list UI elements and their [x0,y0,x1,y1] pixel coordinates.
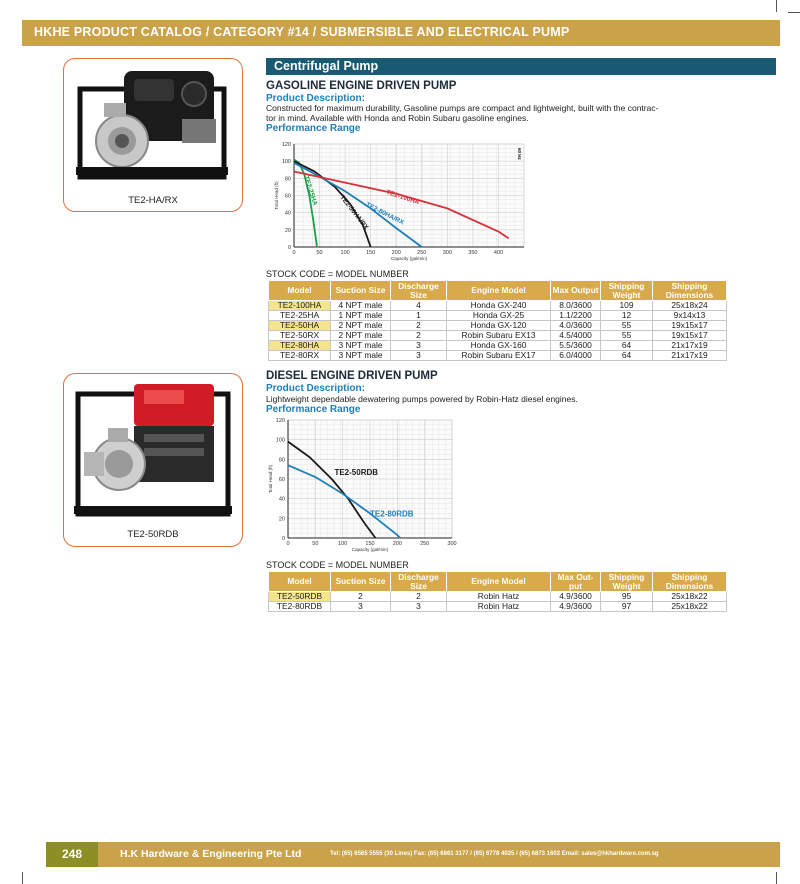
model-cell: TE2-50HA [269,321,331,331]
model-cell: TE2-80HA [269,341,331,351]
x-tick-label: 0 [292,250,296,256]
y-tick-label: 0 [281,536,285,542]
model-cell: TE2-80RX [269,351,331,361]
table-cell: Robin Subaru EX13 [447,331,551,341]
y-tick-label: 60 [284,193,291,200]
x-tick-label: 350 [468,250,478,256]
crop-mark [22,872,23,884]
gasoline-desc [266,103,776,123]
table-row [269,592,727,602]
desc-line: Constructed for maximum durability, Gasoline pumps are compact and lightweight, built with the contrac- [266,103,659,113]
table-cell: 4 NPT male [331,301,391,311]
column-header: Max Out- put [551,572,601,592]
series-label: TE2-80HA/RX [364,201,405,227]
y-tick-label: 80 [284,176,291,183]
table-row [269,331,727,341]
table-cell: 95 [601,592,653,602]
table-cell: 64 [601,341,653,351]
gasoline-perf-heading: Performance Range [266,123,361,134]
table-cell: 1.1/2200 [551,311,601,321]
table-cell: 25x18x22 [653,602,727,612]
crop-mark [788,12,800,13]
y-tick-label: 120 [281,142,291,148]
table-cell: 3 [331,602,391,612]
page-title: HKHE PRODUCT CATALOG / CATEGORY #14 / SUBMERSIBLE AND ELECTRICAL PUMP [34,25,570,39]
header-banner [22,20,780,46]
x-tick-label: 50 [312,541,319,547]
x-tick-label: 150 [365,541,375,547]
column-header: Engine Model [447,281,551,301]
x-tick-label: 200 [391,250,401,256]
table-row [269,301,727,311]
crop-mark [776,872,777,884]
x-tick-label: 100 [338,541,348,547]
contact-info: Tel: (65) 6565 5555 (30 Lines) Fax: (65) 6861 3177 / (65) 6778 4025 / (65) 6873 1602 Email: sales@hkhardware.com.sg [330,851,659,857]
column-header: Shipping Dimensions [653,281,727,301]
photo-caption: TE2-HA/RX [128,195,178,206]
y-tick-label: 60 [278,477,285,483]
model-cell: TE2-25HA [269,311,331,321]
diesel-desc [266,394,776,404]
gasoline-spec-table [268,280,727,361]
y-tick-label: 20 [284,227,291,234]
table-cell: 21x17x19 [653,351,727,361]
x-tick-label: 0 [286,541,290,547]
table-row [269,351,727,361]
table-header-row [269,281,727,301]
table-cell: 8.0/3600 [551,301,601,311]
table-cell: 2 [391,331,447,341]
product-photo-diesel [63,373,243,547]
diesel-spec-table [268,571,727,612]
y-tick-label: 120 [275,418,285,424]
column-header: Engine Model [447,572,551,592]
x-tick-label: 300 [442,250,452,256]
crop-mark [776,0,777,12]
gasoline-stock-code: STOCK CODE = MODEL NUMBER [266,269,409,279]
model-cell: TE2-100HA [269,301,331,311]
x-tick-label: 250 [420,541,430,547]
table-cell: 4.9/3600 [551,602,601,612]
table-cell: 12 [601,311,653,321]
table-cell: 3 [391,341,447,351]
table-cell: 19x15x17 [653,331,727,341]
column-header: Model [269,572,331,592]
y-tick-label: 100 [281,159,291,166]
table-cell: 2 NPT male [331,331,391,341]
column-header: Model [269,281,331,301]
diesel-title: DIESEL ENGINE DRIVEN PUMP [266,370,438,382]
table-cell: 3 NPT male [331,351,391,361]
table-cell: Honda GX-240 [447,301,551,311]
table-cell: 2 [331,592,391,602]
table-row [269,311,727,321]
table-cell: Robin Subaru EX17 [447,351,551,361]
diesel-perf-heading: Performance Range [266,404,361,415]
table-cell: 25x18x24 [653,301,727,311]
y-tick-label: 20 [278,516,285,523]
x-axis-label: Capacity (gal/min) [390,256,428,261]
table-cell: 64 [601,351,653,361]
table-header-row [269,572,727,592]
table-cell: 55 [601,331,653,341]
gasoline-desc-heading: Product Description: [266,93,365,104]
series-label: TE2-100HA [385,189,421,207]
y-axis-label: Total Head (ft) [274,181,279,210]
table-cell: Robin Hatz [447,592,551,602]
desc-line: tor in mind. Available with Honda and Robin Subaru gasoline engines. [266,113,529,123]
product-photo-gasoline [63,58,243,212]
y-axis-label: Total Head (ft) [268,464,273,494]
x-tick-label: 300 [447,541,457,547]
table-cell: Honda GX-120 [447,321,551,331]
table-cell: 4 [391,301,447,311]
x-tick-label: 250 [417,250,427,256]
table-cell: 2 [391,592,447,602]
model-cell: TE2-50RX [269,331,331,341]
column-header: Shipping Weight [601,572,653,592]
page-footer [46,842,780,867]
table-cell: 109 [601,301,653,311]
table-cell: 2 [391,321,447,331]
y-tick-label: 40 [278,496,285,503]
table-cell: 9x14x13 [653,311,727,321]
y-tick-label: 100 [275,437,285,444]
page-number: 248 [46,842,98,867]
table-cell: 21x17x19 [653,341,727,351]
section-header [266,58,776,75]
table-cell: 1 NPT male [331,311,391,321]
frequency-label: 60 Hz [517,148,522,160]
series-label: TE2-25HA [302,175,319,207]
column-header: Discharge Size [391,572,447,592]
table-cell: Robin Hatz [447,602,551,612]
table-cell: 3 NPT male [331,341,391,351]
section-title: Centrifugal Pump [274,59,379,73]
gasoline-performance-chart [268,138,530,268]
gasoline-title: GASOLINE ENGINE DRIVEN PUMP [266,80,457,92]
y-tick-label: 80 [278,457,285,464]
series-label: TE2-50HA/RX [338,194,370,232]
diesel-pump-image [64,374,242,519]
series-label: TE2-50RDB [334,468,379,478]
column-header: Shipping Dimensions [653,572,727,592]
table-cell: 2 NPT male [331,321,391,331]
y-tick-label: 40 [284,210,291,217]
column-header: Discharge Size [391,281,447,301]
x-tick-label: 150 [366,250,376,256]
table-cell: 3 [391,602,447,612]
table-row [269,602,727,612]
model-cell: TE2-80RDB [269,602,331,612]
table-cell: 4.9/3600 [551,592,601,602]
table-cell: Honda GX-160 [447,341,551,351]
column-header: Suction Size [331,572,391,592]
company-name: H.K Hardware & Engineering Pte Ltd [120,848,302,860]
column-header: Shipping Weight [601,281,653,301]
diesel-desc-heading: Product Description: [266,383,365,394]
table-cell: 1 [391,311,447,321]
table-cell: 4.5/4000 [551,331,601,341]
x-tick-label: 100 [340,250,350,256]
table-cell: 5.5/3600 [551,341,601,351]
table-cell: 4.0/3600 [551,321,601,331]
table-cell: 97 [601,602,653,612]
table-cell: Honda GX-25 [447,311,551,321]
table-cell: 55 [601,321,653,331]
x-axis-label: Capacity (gal/min) [351,547,389,552]
table-cell: 6.0/4000 [551,351,601,361]
diesel-stock-code: STOCK CODE = MODEL NUMBER [266,560,409,570]
x-tick-label: 400 [493,250,504,256]
table-row [269,341,727,351]
gasoline-pump-image [64,59,242,184]
table-cell: 25x18x22 [653,592,727,602]
series-label: TE2-80RDB [370,509,414,519]
model-cell: TE2-50RDB [269,592,331,602]
table-row [269,321,727,331]
column-header: Suction Size [331,281,391,301]
desc-line: Lightweight dependable dewatering pumps powered by Robin-Hatz diesel engines. [266,394,578,404]
table-cell: 3 [391,351,447,361]
photo-caption: TE2-50RDB [127,529,179,540]
x-tick-label: 50 [316,250,323,256]
y-tick-label: 0 [287,245,291,251]
x-tick-label: 200 [392,541,402,547]
column-header: Max Output [551,281,601,301]
diesel-performance-chart [262,414,462,559]
table-cell: 19x15x17 [653,321,727,331]
